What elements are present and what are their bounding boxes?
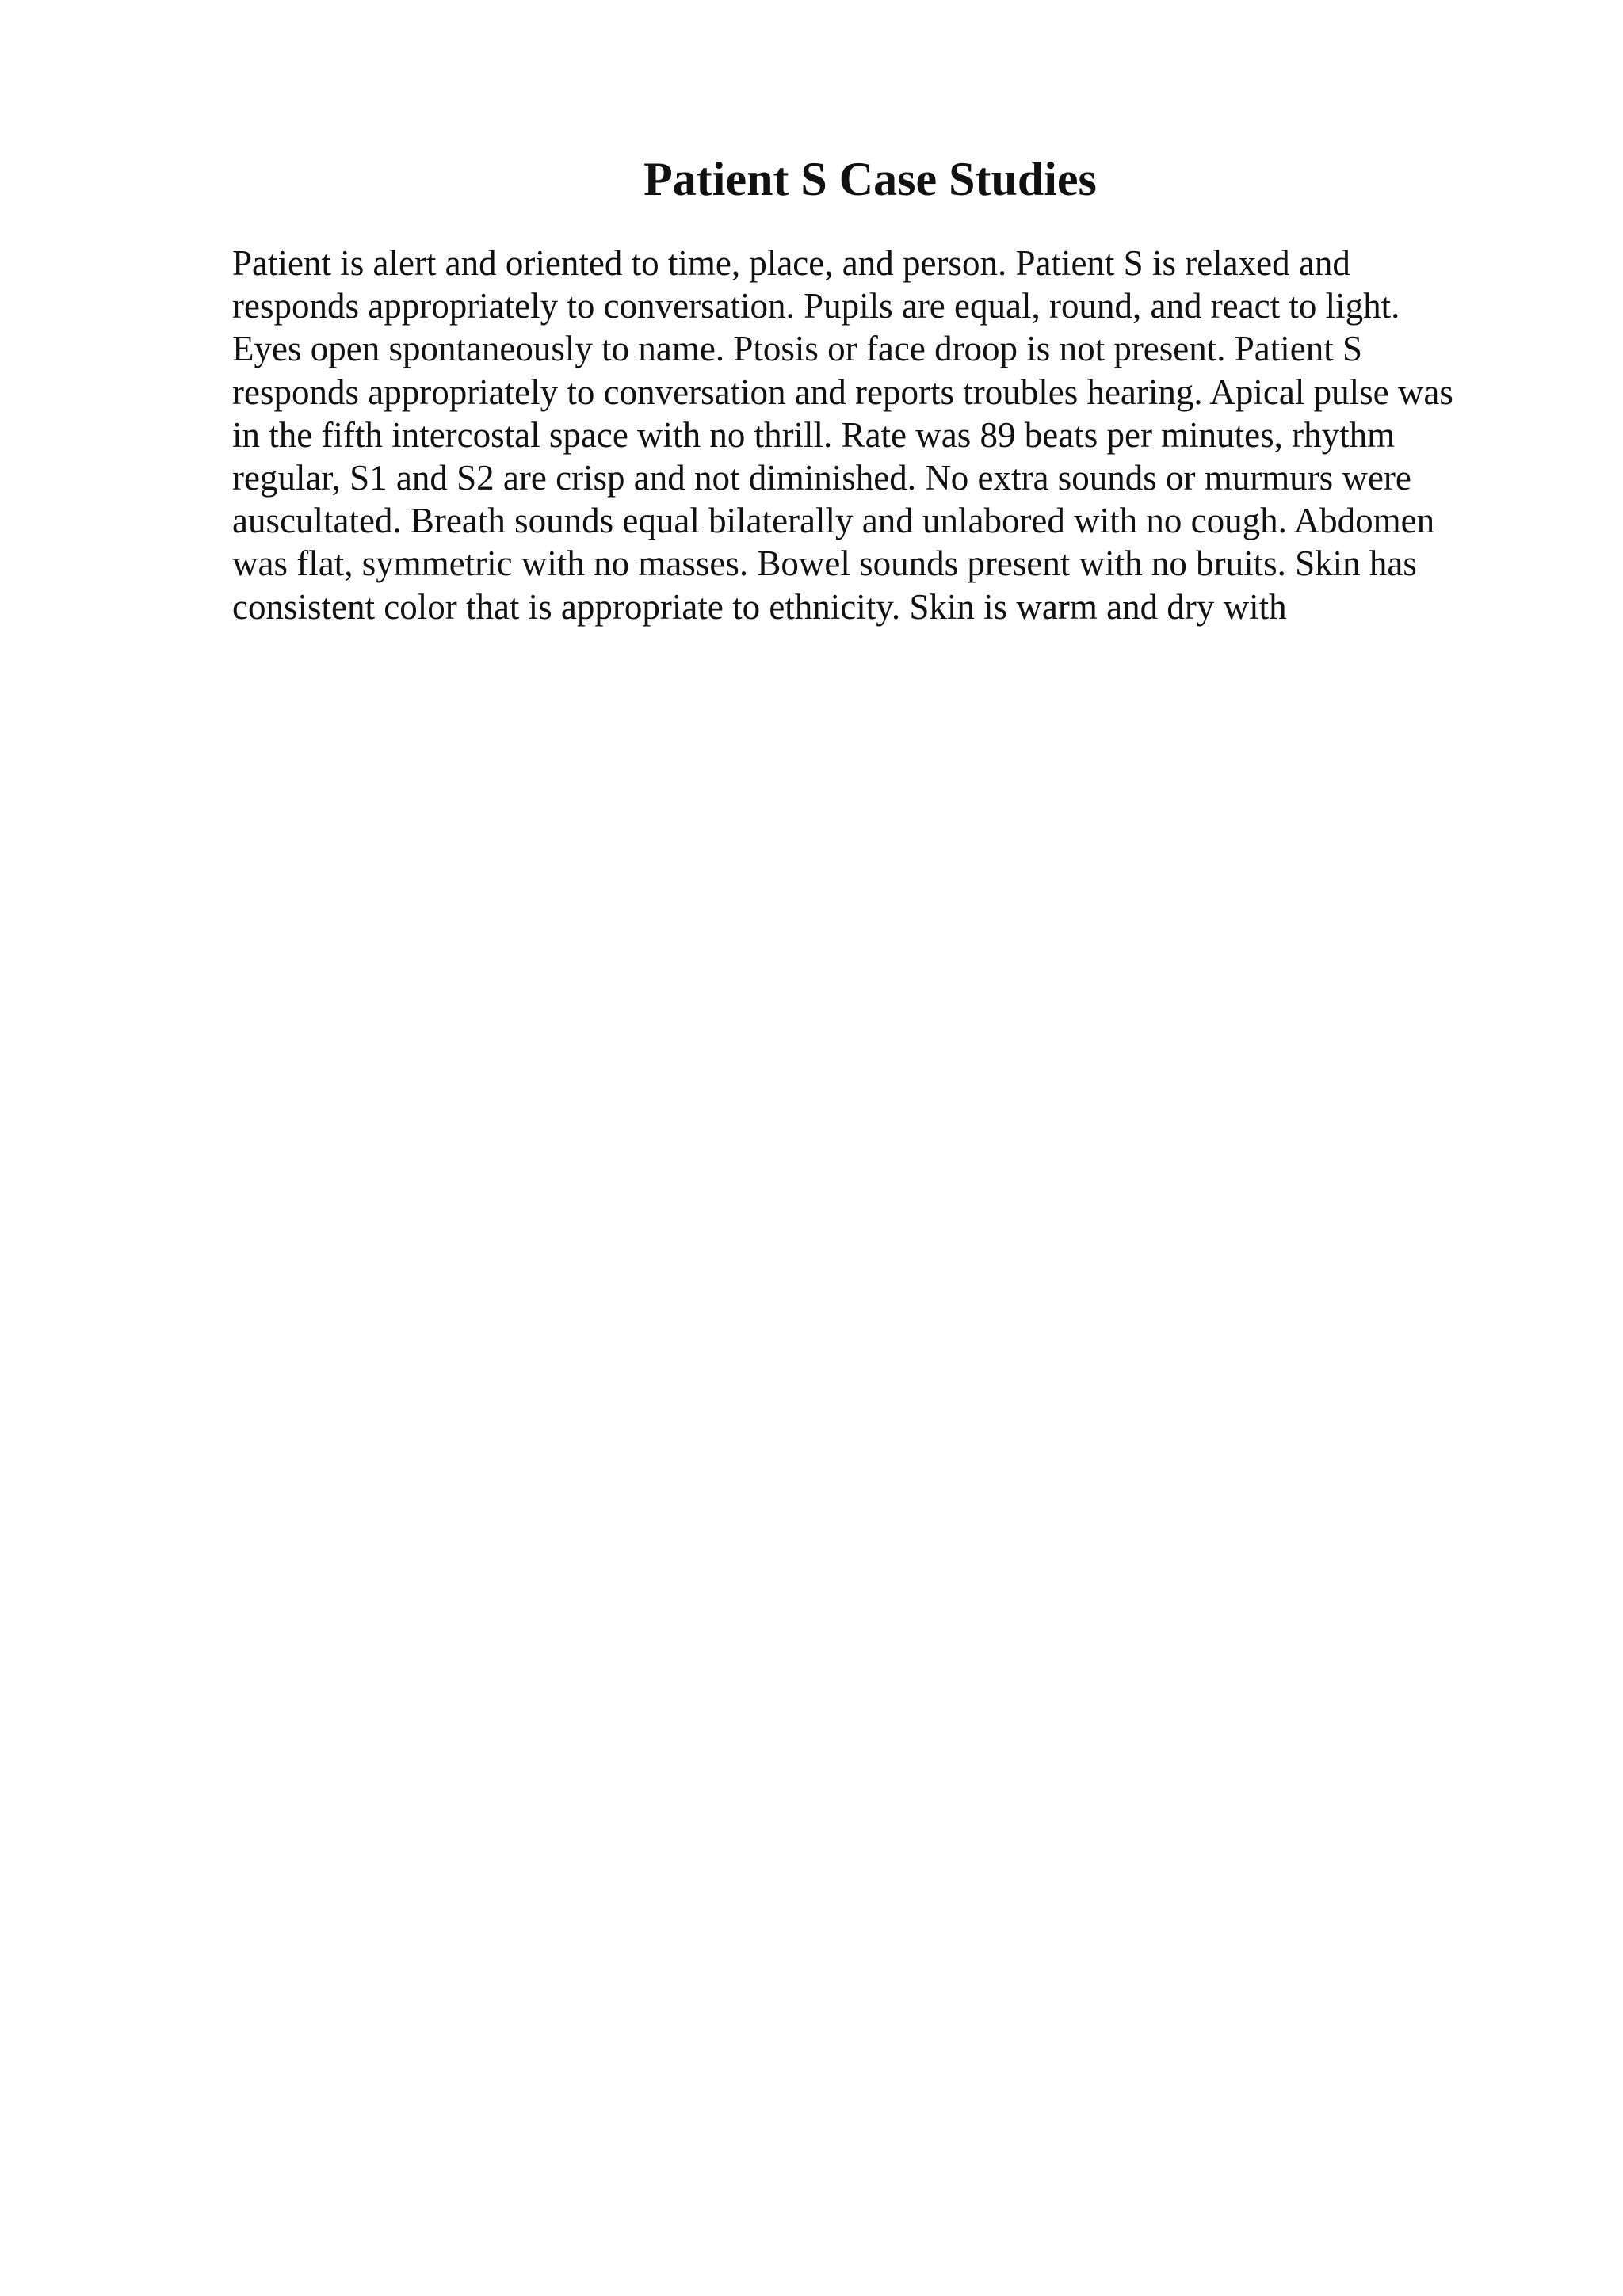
body-line: auscultated. Breath sounds equal bilaterally and unlabored with no cough. Abdomen <box>232 501 1435 541</box>
document-title: Patient S Case Studies <box>643 153 1097 205</box>
body-line: Patient is alert and oriented to time, place, and person. Patient S is relaxed and <box>232 243 1350 283</box>
body-line: responds appropriately to conversation and reports troubles hearing. Apical pulse was <box>232 372 1453 412</box>
body-line: consistent color that is appropriate to ethnicity. Skin is warm and dry with <box>232 586 1287 627</box>
document-body <box>232 242 1516 628</box>
body-line: Eyes open spontaneously to name. Ptosis or face droop is not present. Patient S <box>232 329 1363 369</box>
body-line: responds appropriately to conversation. Pupils are equal, round, and react to light. <box>232 286 1400 326</box>
body-line: was flat, symmetric with no masses. Bowel sounds present with no bruits. Skin has <box>232 543 1417 584</box>
body-line: regular, S1 and S2 are crisp and not diminished. No extra sounds or murmurs were <box>232 458 1411 498</box>
body-line: in the fifth intercostal space with no thrill. Rate was 89 beats per minutes, rhythm <box>232 414 1396 455</box>
